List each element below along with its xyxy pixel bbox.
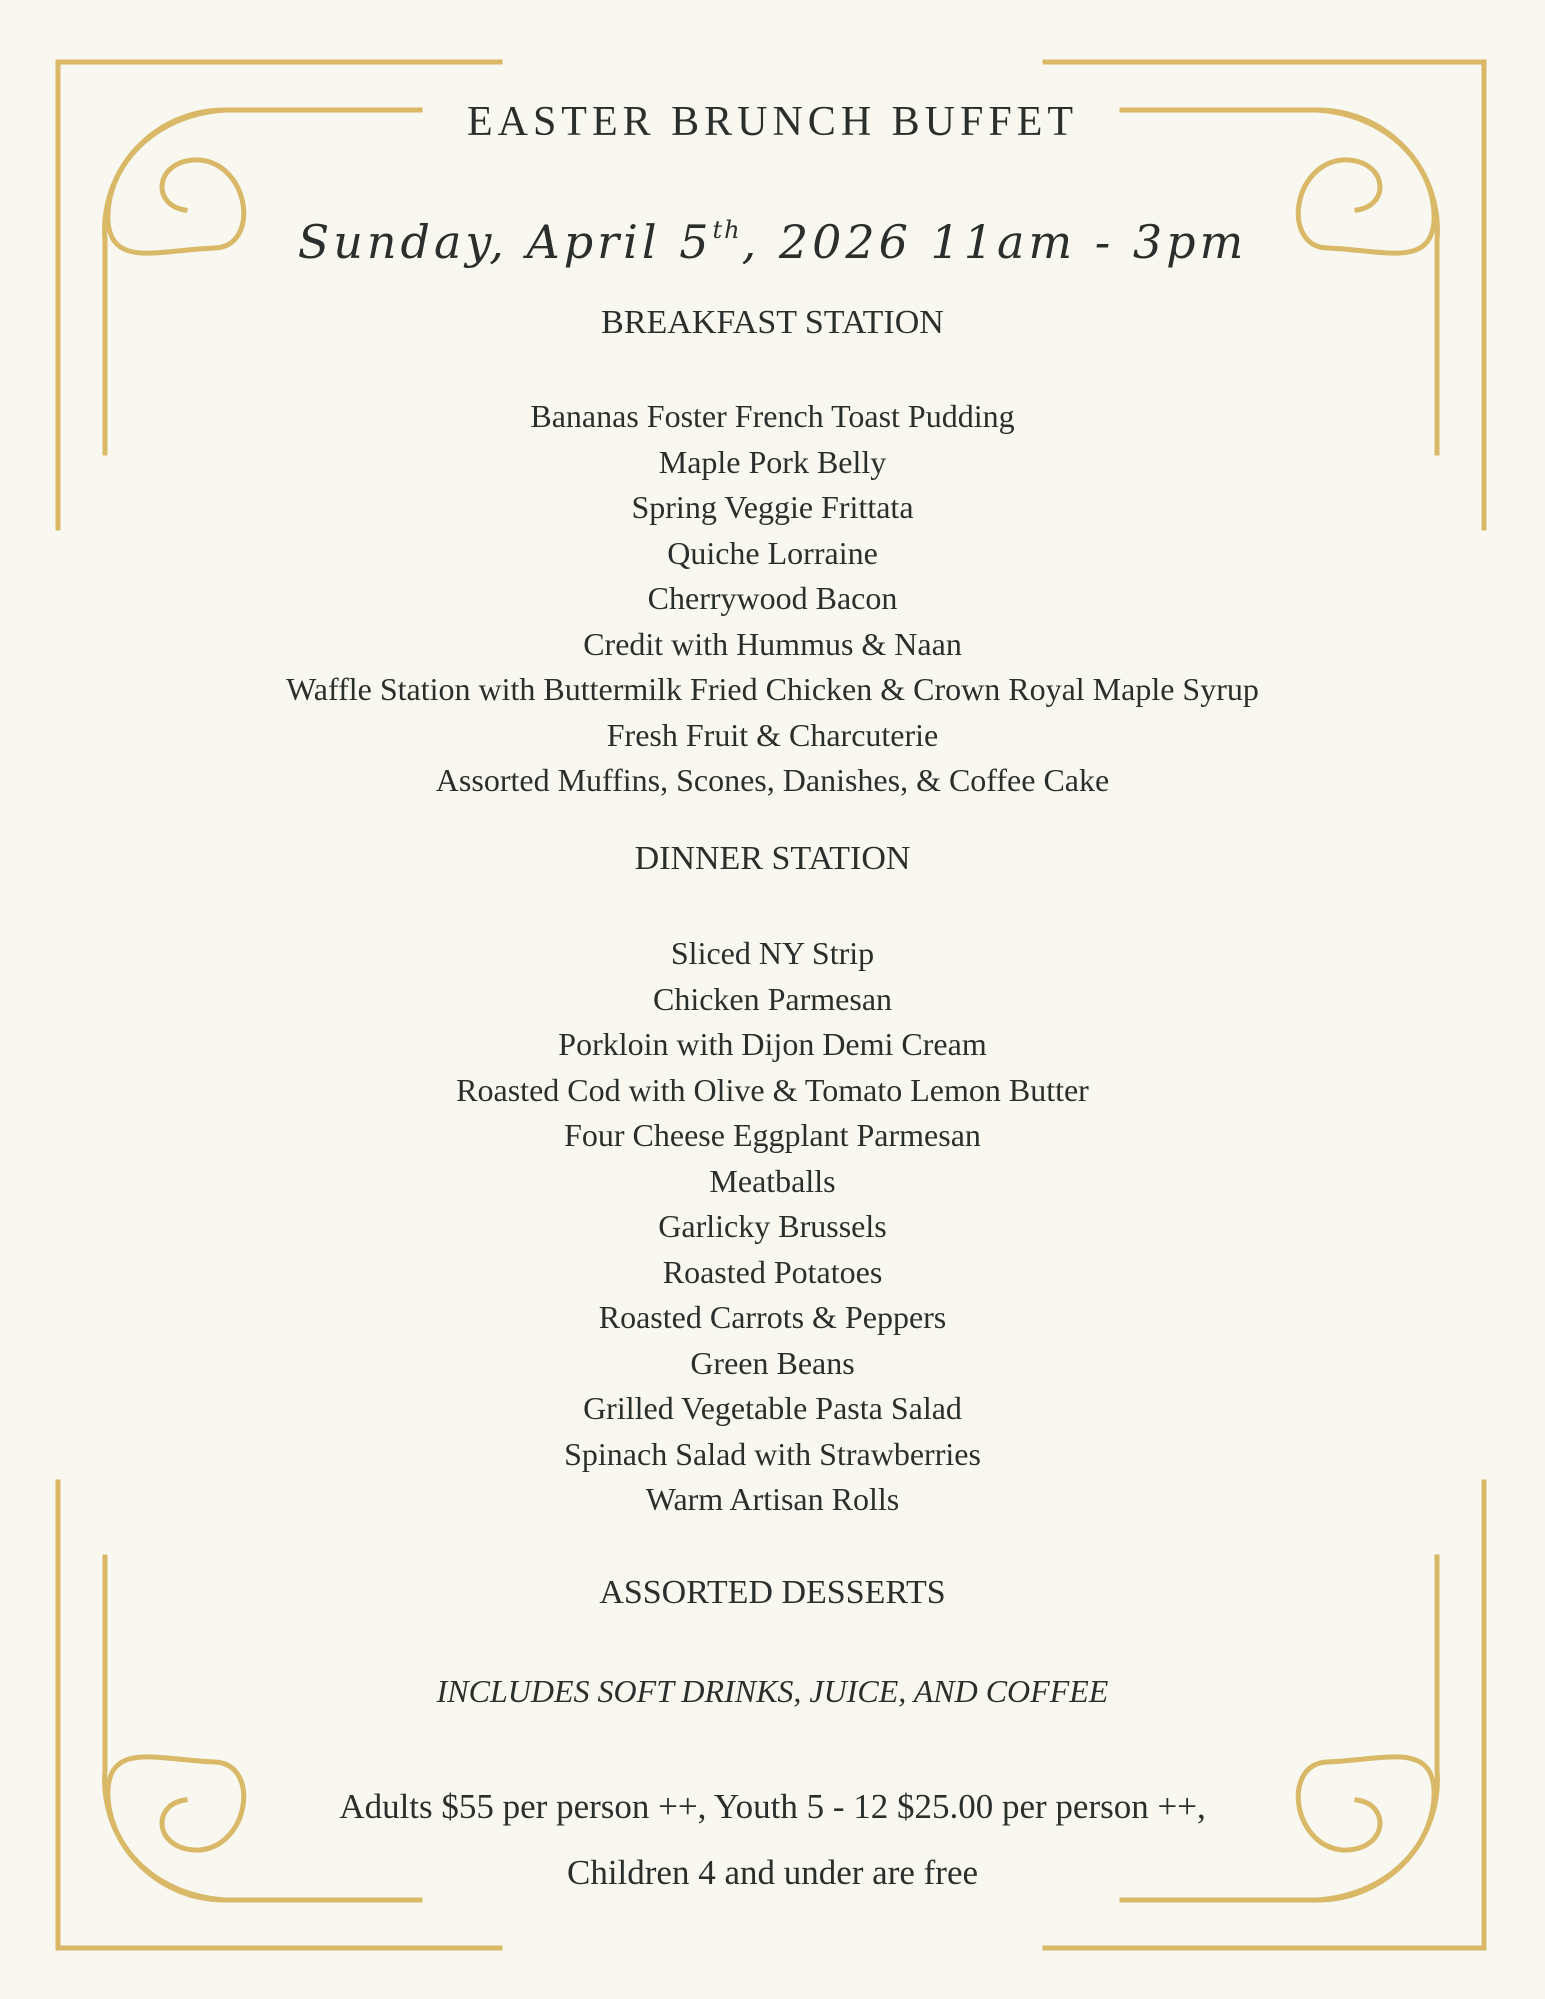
menu-item: Fresh Fruit & Charcuterie — [606, 716, 939, 753]
menu-item: Maple Pork Belly — [658, 443, 887, 480]
menu-item: Cherrywood Bacon — [647, 580, 898, 616]
menu-item: Porkloin with Dijon Demi Cream — [558, 1026, 987, 1062]
menu-item: Warm Artisan Rolls — [645, 1481, 900, 1517]
event-date — [0, 200, 1545, 272]
menu-item: Sliced NY Strip — [670, 935, 875, 971]
event-date-ordinal: th — [712, 216, 742, 244]
breakfast-menu-list — [0, 394, 1545, 804]
pricing-line-2: Children 4 and under are free — [566, 1853, 979, 1892]
menu-item: Roasted Potatoes — [662, 1253, 883, 1290]
menu-item: Quiche Lorraine — [667, 534, 878, 571]
menu-item: Roasted Cod with Olive & Tomato Lemon Butter — [456, 1071, 1089, 1108]
menu-item: Waffle Station with Buttermilk Fried Chicken & Crown Royal Maple Syrup — [286, 671, 1259, 707]
menu-item: Spinach Salad with Strawberries — [564, 1435, 981, 1472]
dinner-heading: DINNER STATION — [634, 840, 911, 877]
menu-item: Spring Veggie Frittata — [631, 489, 914, 525]
pricing-line-1: Adults $55 per person ++, Youth 5 - 12 $25.00 per person ++, — [339, 1787, 1206, 1826]
menu-item: Chicken Parmesan — [652, 980, 893, 1017]
menu-item: Green Beans — [690, 1344, 855, 1381]
menu-item: Assorted Muffins, Scones, Danishes, & Coffee Cake — [435, 762, 1110, 798]
menu-title: EASTER BRUNCH BUFFET — [466, 99, 1079, 145]
event-date-time: , 2026 11am - 3pm — [741, 215, 1248, 269]
menu-item: Roasted Carrots & Peppers — [598, 1299, 947, 1335]
desserts-heading: ASSORTED DESSERTS — [599, 1574, 946, 1611]
includes-note: INCLUDES SOFT DRINKS, JUICE, AND COFFEE — [436, 1673, 1109, 1709]
menu-item: Meatballs — [709, 1162, 836, 1199]
event-date-main: Sunday, April 5 — [297, 215, 713, 269]
menu-item: Four Cheese Eggplant Parmesan — [564, 1117, 981, 1153]
menu-item: Credit with Hummus & Naan — [583, 625, 962, 662]
menu-item: Garlicky Brussels — [658, 1208, 887, 1244]
breakfast-heading: BREAKFAST STATION — [601, 304, 944, 341]
dinner-menu-list — [0, 931, 1545, 1523]
menu-item: Grilled Vegetable Pasta Salad — [583, 1390, 962, 1426]
menu-item: Bananas Foster French Toast Pudding — [530, 398, 1015, 434]
